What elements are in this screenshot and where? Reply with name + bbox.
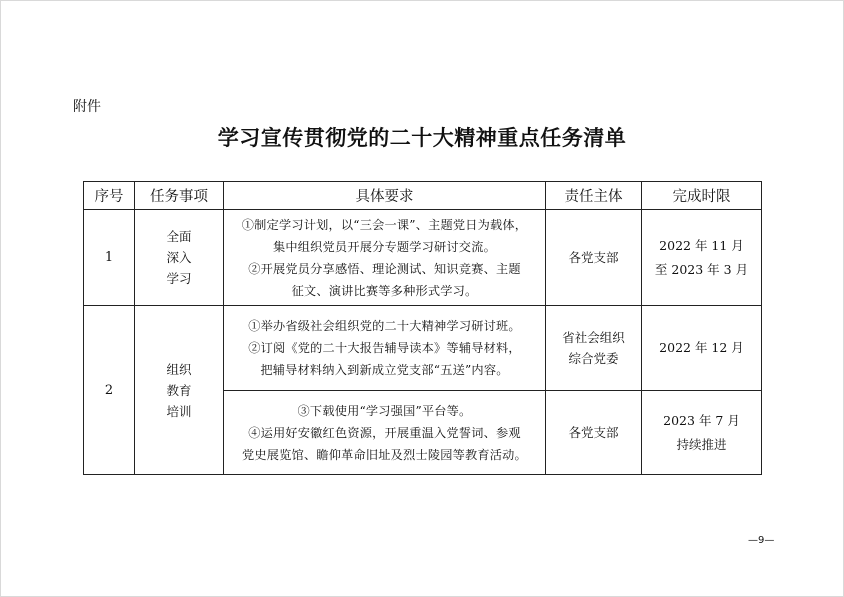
owner-line: 各党支部 xyxy=(568,425,619,440)
table-header-row xyxy=(84,182,762,210)
page-number: —9— xyxy=(748,535,775,546)
header-deadline: 完成时限 xyxy=(642,182,762,210)
deadline-line: 2022 年 11 月 xyxy=(659,237,744,253)
owner-line: 各党支部 xyxy=(568,250,619,265)
requirement-line: 把辅导材料纳入到新成立党支部“五送”内容。 xyxy=(260,363,509,377)
page-title: 学习宣传贯彻党的二十大精神重点任务清单 xyxy=(217,125,627,150)
header-no: 序号 xyxy=(84,182,135,210)
task-deadline xyxy=(642,391,762,475)
task-item xyxy=(135,210,224,306)
task-deadline xyxy=(642,210,762,306)
row-number: 2 xyxy=(84,306,135,475)
requirement-line: ②开展党员分享感悟、理论测试、知识竞赛、主题 xyxy=(248,261,521,276)
owner-line: 综合党委 xyxy=(568,351,619,366)
deadline-line: 至 2023 年 3 月 xyxy=(654,261,749,277)
task-table xyxy=(83,181,762,475)
task-deadline xyxy=(642,306,762,391)
attachment-label: 附件 xyxy=(73,99,101,115)
owner-line: 省社会组织 xyxy=(562,330,625,345)
task-requirement xyxy=(224,306,546,391)
header-item: 任务事项 xyxy=(135,182,224,210)
task-item xyxy=(135,306,224,475)
requirement-line: 集中组织党员开展分专题学习研讨交流。 xyxy=(273,239,496,254)
task-owner xyxy=(546,391,642,475)
task-owner xyxy=(546,210,642,306)
table-row xyxy=(84,210,762,306)
deadline-line: 2023 年 7 月 xyxy=(663,412,740,428)
header-requirement: 具体要求 xyxy=(224,182,546,210)
task-owner xyxy=(546,306,642,391)
task-item-line: 学习 xyxy=(166,271,192,286)
requirement-line: ①举办省级社会组织党的二十大精神学习研讨班。 xyxy=(248,319,521,333)
requirement-line: ③下载使用“学习强国”平台等。 xyxy=(297,403,472,418)
header-owner: 责任主体 xyxy=(546,182,642,210)
deadline-line: 2022 年 12 月 xyxy=(659,340,744,355)
task-item-line: 培训 xyxy=(166,403,192,419)
requirement-line: ②订阅《党的二十大报告辅导读本》等辅导材料， xyxy=(248,341,521,355)
task-requirement xyxy=(224,210,546,306)
requirement-line: 党史展览馆、瞻仰革命旧址及烈士陵园等教育活动。 xyxy=(242,447,527,462)
task-item-line: 深入 xyxy=(166,250,192,265)
requirement-line: ④运用好安徽红色资源，开展重温入党誓词、参观 xyxy=(248,425,521,440)
requirement-line: ①制定学习计划，以“三会一课”、主题党日为载体， xyxy=(241,217,528,232)
task-item-line: 组织 xyxy=(166,361,192,377)
task-item-line: 教育 xyxy=(166,382,192,398)
row-number: 1 xyxy=(84,210,135,306)
requirement-line: 征文、演讲比赛等多种形式学习。 xyxy=(291,283,478,298)
table-row xyxy=(84,306,762,391)
deadline-line: 持续推进 xyxy=(676,436,727,452)
task-requirement xyxy=(224,391,546,475)
task-item-line: 全面 xyxy=(166,229,192,244)
